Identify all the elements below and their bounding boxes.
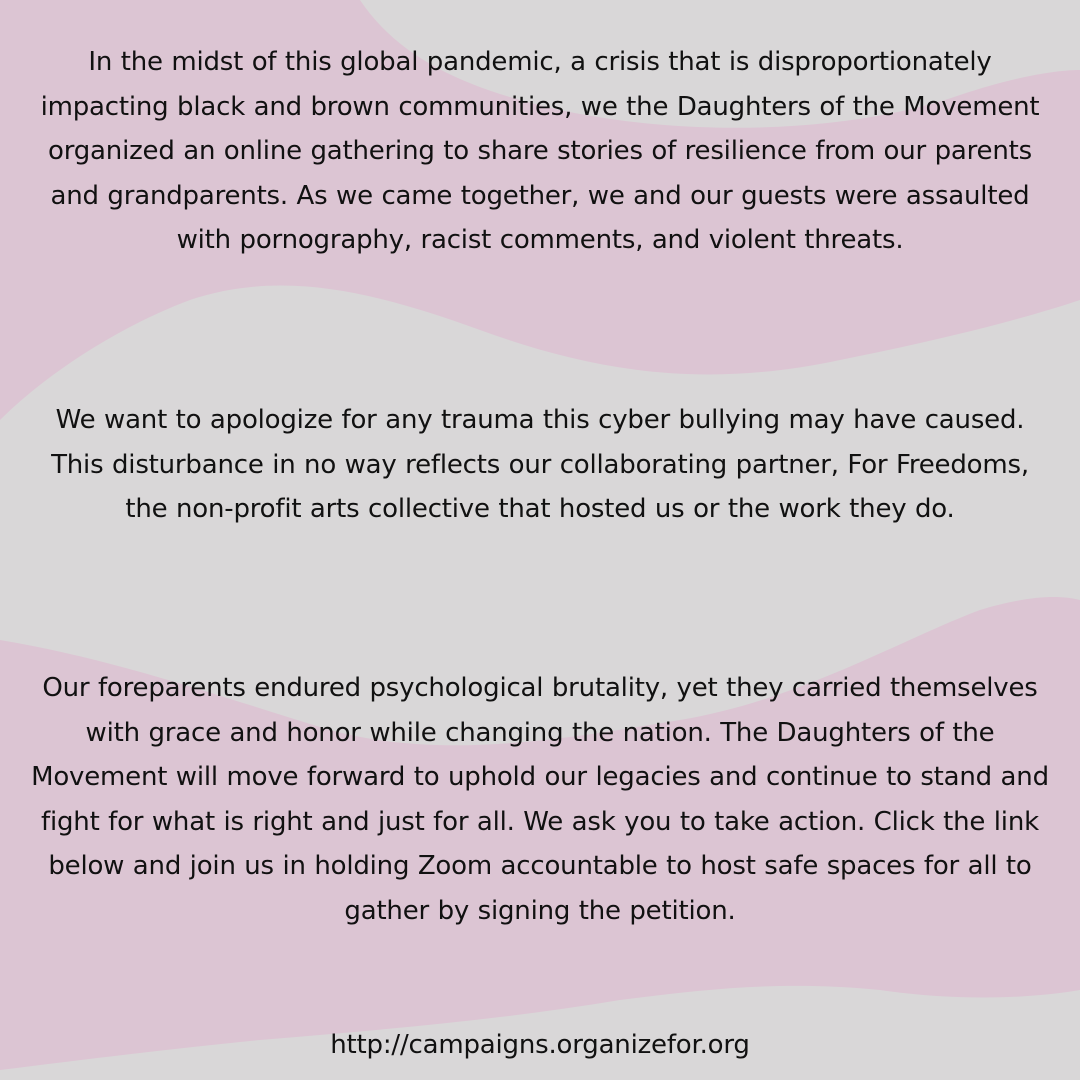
- call-to-action-paragraph: Our foreparents endured psychological brutality, yet they carried themselves with grace and honor while changing the nation. The Daughters of the Movement will move forward to uphold our legacies and continue to stand and fight for what is right and just for all. We ask you to take action. Click the link below and join us in holding Zoom accountable to host safe spaces for all to gather by signing the petition.: [31, 673, 1049, 926]
- petition-link[interactable]: http://campaigns.organizefor.org: [330, 1030, 750, 1060]
- statement-paragraph-1: In the midst of this global pandemic, a crisis that is disproportionately impacting black and brown communities, we the Daughters of the Movement organized an online gathering to share stories of resilience from our parents and grandparents. As we came together, we and our guests were assaulted with pornography, racist comments, and violent threats.: [40, 47, 1040, 255]
- apology-paragraph: We want to apologize for any trauma this cyber bullying may have caused. This disturbance in no way reflects our collaborating partner, For Freedoms, the non-profit arts collective that hosted us or the work they do.: [51, 405, 1029, 524]
